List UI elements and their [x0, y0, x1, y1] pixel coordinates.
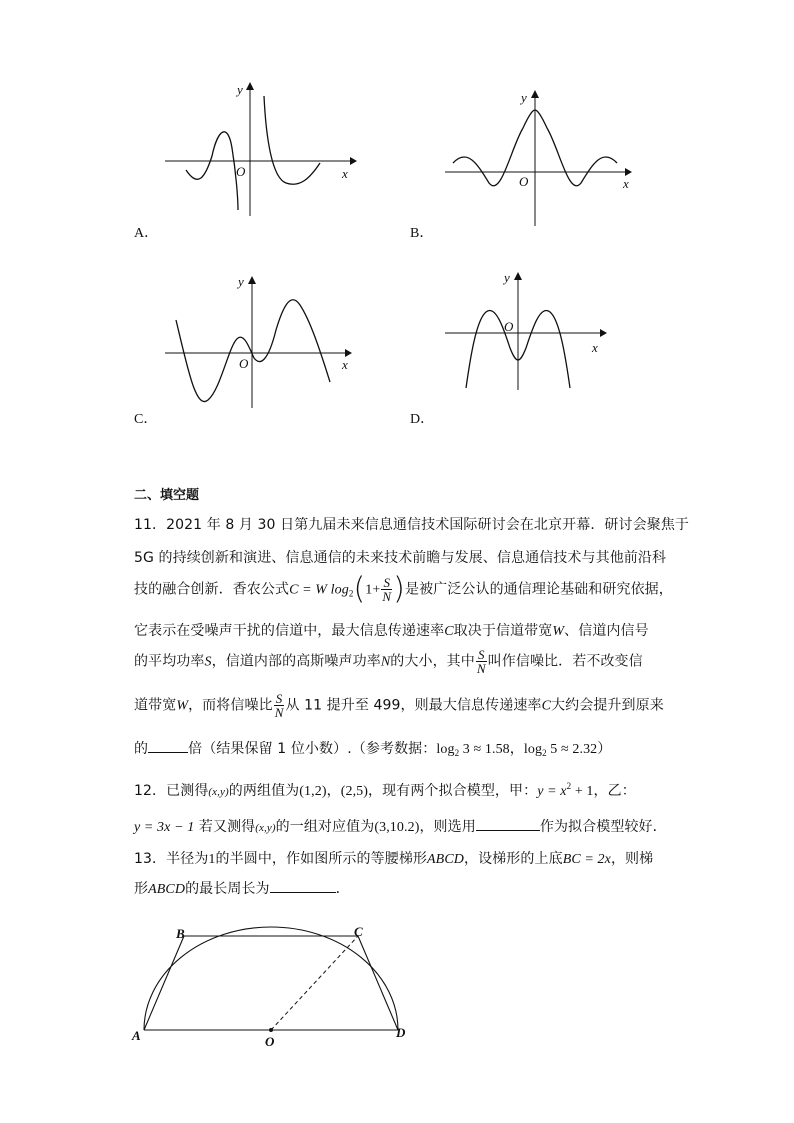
point-a-label: A [132, 1028, 141, 1043]
q13-line-1: 13．半径为1的半圆中，作如图所示的等腰梯形ABCD，设梯形的上底BC = 2x，则梯 [134, 851, 654, 867]
graph-option-d [440, 270, 640, 415]
section-title: 二、填空题 [134, 488, 200, 503]
option-b-label[interactable]: B． [410, 226, 434, 241]
q11-line-5: 的平均功率S，信道内部的高斯噪声功率N的大小，其中 $\frac{S}{N}$ 叫作信噪比．若不改变信 [134, 647, 643, 676]
option-a-label[interactable]: A． [134, 226, 159, 241]
q11-line-2: 5G 的持续创新和演进、信息通信的未来技术前瞻与发展、信息通信技术与其他前沿科 [134, 550, 667, 566]
x-axis-label: x [592, 340, 598, 355]
shannon-formula: C = W log [289, 582, 349, 598]
origin-label: O [239, 356, 249, 371]
y-axis-label: y [521, 90, 527, 105]
trapezoid-semicircle-figure [126, 918, 416, 1054]
option-d-label[interactable]: D． [410, 412, 435, 427]
origin-label: O [519, 174, 529, 189]
y-axis-label: y [237, 82, 243, 97]
graph-option-b [445, 88, 645, 233]
q12-line-2: y = 3x − 1 若又测得(x,y)的一组对应值为(3,10.2)，则选用 作为拟合模型较好． [134, 819, 667, 835]
snr-fraction: $\frac{S}{N}$ [382, 575, 392, 604]
x-axis-label: x [342, 166, 348, 181]
origin-label: O [504, 319, 514, 334]
x-axis-label: x [342, 357, 348, 372]
x-axis-label: x [623, 176, 629, 191]
point-b-label: B [176, 926, 185, 941]
answer-blank-11[interactable] [148, 740, 188, 753]
q11-line-1: 11．2021 年 8 月 30 日第九届未来信息通信技术国际研讨会在北京开幕．研讨会聚焦于 [134, 517, 690, 533]
point-o-label: O [265, 1034, 275, 1049]
graph-option-c [160, 270, 360, 415]
q11-line-7: 的 倍（结果保留 1 位小数）.（参考数据：$\log_2 3 \approx 1.58$，$\log_2 5 \approx 2.32$） [134, 741, 612, 758]
answer-blank-12[interactable] [476, 818, 540, 831]
y-axis-label: y [238, 274, 244, 289]
graph-option-a [160, 78, 360, 223]
q11-line-6: 道带宽W，而将信噪比 $\frac{S}{N}$ 从 11 提升至 499，则最大信息传递速率C大约会提升到原来 [134, 691, 664, 720]
q12-line-1: 12．已测得(x,y)的两组值为(1,2)，(2,5)，现有两个拟合模型，甲：$y = x^2 + 1$，乙： [134, 781, 636, 799]
answer-blank-13[interactable] [270, 880, 336, 893]
point-d-label: D [396, 1025, 406, 1040]
q13-line-2: 形ABCD的最长周长为 ． [134, 881, 350, 897]
q11-line-4: 它表示在受噪声干扰的信道中，最大信息传递速率C取决于信道带宽W、信道内信号 [134, 623, 649, 639]
option-c-label[interactable]: C． [134, 412, 158, 427]
origin-label: O [236, 164, 246, 179]
point-c-label: C [354, 924, 363, 939]
y-axis-label: y [504, 270, 510, 285]
q11-line-3: 技的融合创新．香农公式C = W $\log_2(1+$ $\frac{S}{N}$ )是被广泛公认的通信理论基础和研究依据， [134, 571, 673, 607]
